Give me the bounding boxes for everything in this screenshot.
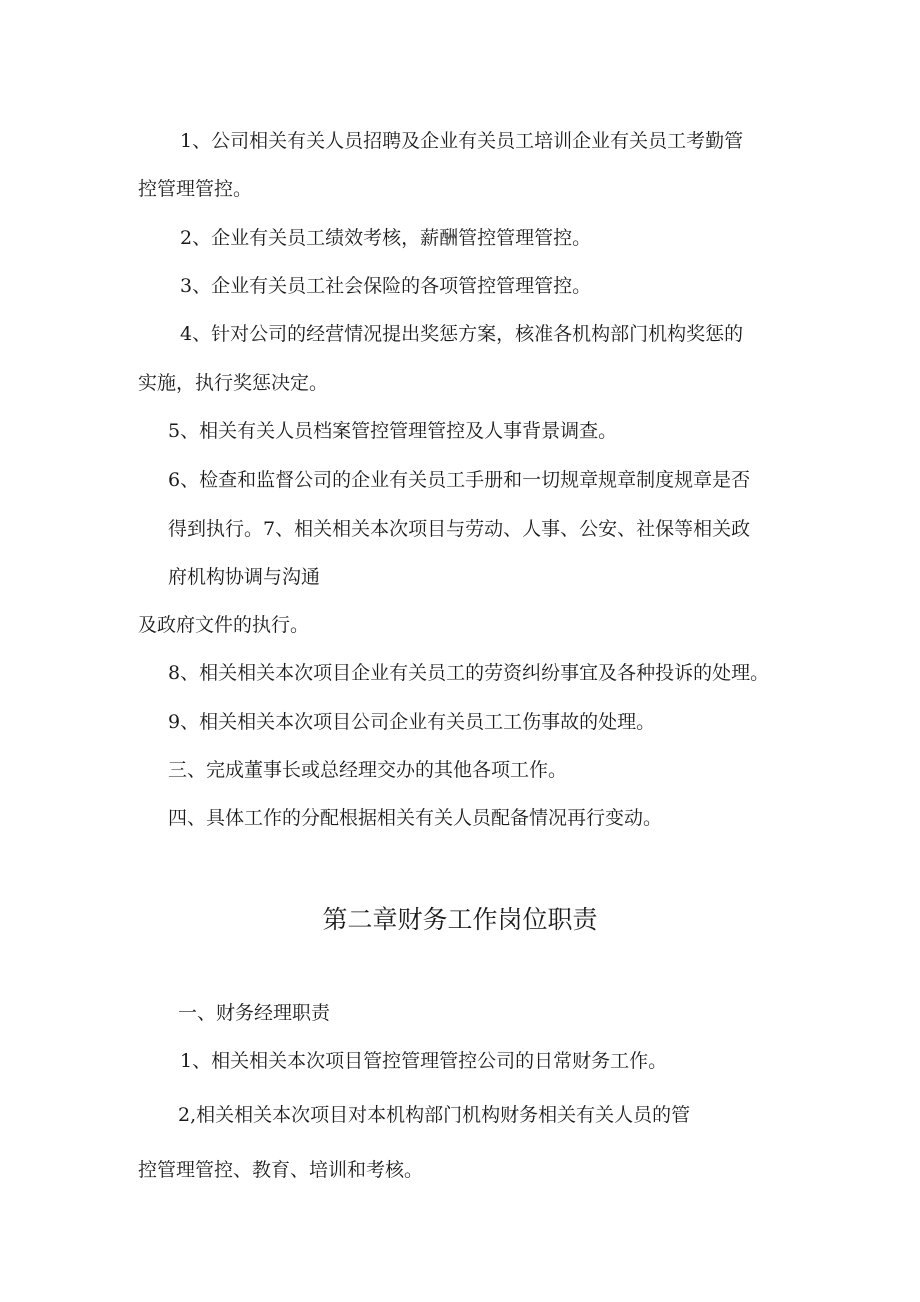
section-item-2-line-2: 控管理管控、教育、培训和考核。 bbox=[138, 1159, 424, 1181]
paragraph-5: 5、相关有关人员档案管控管理管控及人事背景调查。 bbox=[168, 420, 618, 442]
paragraph-si: 四、具体工作的分配根据相关有关人员配备情况再行变动。 bbox=[168, 807, 663, 829]
paragraph-1-line-1: 1、公司相关有关人员招聘及企业有关员工培训企业有关员工考勤管 bbox=[180, 130, 744, 152]
paragraph-6-line-4: 及政府文件的执行。 bbox=[138, 614, 310, 636]
paragraph-6-line-1: 6、检查和监督公司的企业有关员工手册和一切规章规章制度规章是否 bbox=[168, 469, 751, 491]
paragraph-3: 3、企业有关员工社会保险的各项管控管理管控。 bbox=[180, 275, 592, 297]
paragraph-6-line-2: 得到执行。7、相关相关本次项目与劳动、人事、公安、社保等相关政 bbox=[168, 518, 751, 540]
paragraph-1-line-2: 控管理管控。 bbox=[138, 178, 253, 200]
paragraph-4-line-2: 实施，执行奖惩决定。 bbox=[138, 372, 329, 394]
paragraph-8: 8、相关相关本次项目企业有关员工的劳资纠纷事宜及各种投诉的处理。 bbox=[168, 662, 770, 684]
section-item-2-line-1: 2,相关相关本次项目对本机构部门机构财务相关有关人员的管 bbox=[178, 1104, 691, 1126]
paragraph-9: 9、相关相关本次项目公司企业有关员工工伤事故的处理。 bbox=[168, 711, 656, 733]
paragraph-san: 三、完成董事长或总经理交办的其他各项工作。 bbox=[168, 759, 568, 781]
section-item-1: 1、相关相关本次项目管控管理管控公司的日常财务工作。 bbox=[180, 1050, 668, 1072]
paragraph-6-line-3: 府机构协调与沟通 bbox=[168, 566, 321, 588]
chapter-title: 第二章财务工作岗位职责 bbox=[322, 905, 598, 934]
section-heading: 一、财务经理职责 bbox=[178, 1002, 331, 1024]
paragraph-2: 2、企业有关员工绩效考核，薪酬管控管理管控。 bbox=[180, 227, 592, 249]
paragraph-4-line-1: 4、针对公司的经营情况提出奖惩方案，核准各机构部门机构奖惩的 bbox=[180, 323, 744, 345]
